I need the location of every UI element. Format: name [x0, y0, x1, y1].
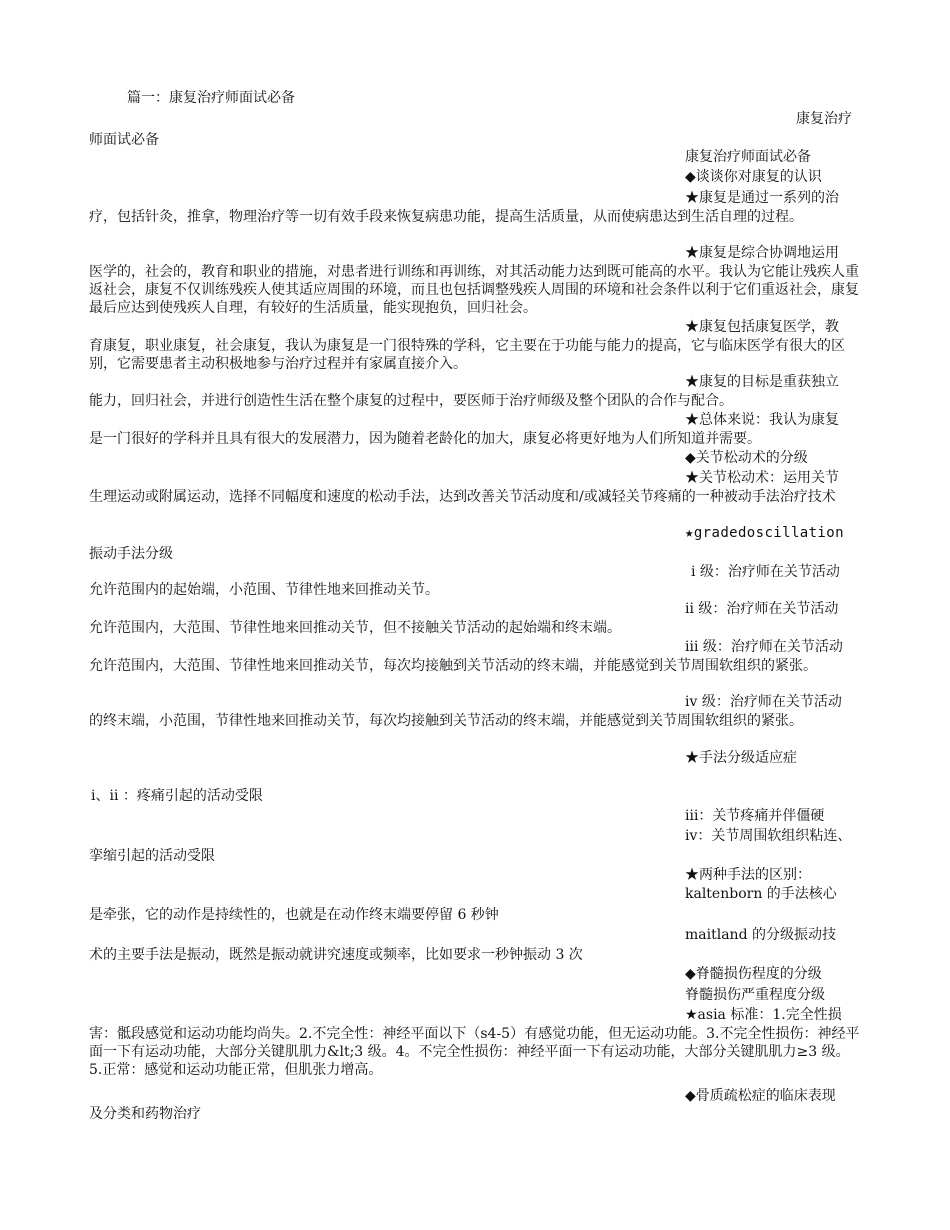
text-line: 及分类和药物治疗 — [89, 1106, 201, 1122]
section-heading: 康复治疗师面试必备 — [685, 149, 811, 165]
text-line: 振动手法分级 — [89, 546, 173, 562]
text-line: ★两种手法的区别： — [685, 867, 811, 883]
paragraph: 能力，回归社会，并进行创造性生活在整个康复的过程中，要医师于治疗师级及整个团队的合作与配合。 — [89, 393, 733, 409]
question-heading: ◆脊髓损伤程度的分级 — [685, 966, 822, 982]
text-line: 师面试必备 — [89, 132, 159, 148]
paragraph: 是一门很好的学科并且具有很大的发展潜力，因为随着老龄化的加大，康复必将更好地为人们所知道并需要。 — [89, 431, 761, 447]
question-heading: ◆骨质疏松症的临床表现 — [685, 1088, 836, 1104]
text-line: 脊髓损伤严重程度分级 — [685, 987, 825, 1003]
text-line: 术的主要手法是振动，既然是振动就讲究速度或频率，比如要求一秒钟振动 3 次 — [89, 947, 583, 963]
text-line: ⅰ 级：治疗师在关节活动 — [691, 564, 840, 580]
text-line: ★gradedoscillation — [685, 525, 844, 541]
text-line: 挛缩引起的活动受限 — [89, 848, 215, 864]
paragraph: 生理运动或附属运动，选择不同幅度和速度的松动手法，达到改善关节活动度和/或减轻关节疼痛的一种被动手法治疗技术 — [89, 489, 836, 505]
document-title: 篇一：康复治疗师面试必备 — [127, 90, 295, 106]
text-line: 允许范围内，大范围、节律性地来回推动关节，但不接触关节活动的起始端和终末端。 — [89, 620, 621, 636]
question-heading: ◆关节松动术的分级 — [685, 450, 808, 466]
paragraph: 疗，包括针灸，推拿，物理治疗等一切有效手段来恢复病患功能，提高生活质量，从而使病患达到生活自理的过程。 — [89, 209, 803, 225]
text-line: ★总体来说：我认为康复 — [685, 412, 839, 428]
text-line: ★康复是通过一系列的治 — [685, 190, 839, 206]
text-line: ★康复是综合协调地运用 — [685, 245, 839, 261]
text-line: 是牵张，它的动作是持续性的，也就是在动作终末端要停留 6 秒钟 — [89, 907, 499, 923]
question-heading: ◆谈谈你对康复的认识 — [685, 169, 822, 185]
text-line: ⅳ 级：治疗师在关节活动 — [685, 694, 842, 710]
text-line: ★关节松动术：运用关节 — [685, 470, 839, 486]
text-line: 允许范围内的起始端，小范围、节律性地来回推动关节。 — [89, 582, 439, 598]
paragraph: 的终末端，小范围，节律性地来回推动关节，每次均接触到关节活动的终末端，并能感觉到关节周围软组织的紧张。 — [89, 713, 803, 729]
text-line: ⅰ、ⅱ ：疼痛引起的活动受限 — [91, 788, 263, 804]
paragraph: 医学的，社会的，教育和职业的措施，对患者进行训练和再训练，对其活动能力达到既可能高的水平。我认为它能让残疾人重返社会，康复不仅训练残疾人使其适应周围的环境，而且也包括调整残疾人周围的环境和社会条件以利于它们重返社会，康复最后应达到使残疾人自理，有较好的生活质量，能实现抱负，回归社会。 — [89, 264, 859, 316]
text-line: ⅲ 级：治疗师在关节活动 — [685, 639, 843, 655]
text-line: ★asia 标准：1.完全性损 — [685, 1007, 842, 1023]
text-line: kaltenborn 的手法核心 — [685, 886, 837, 902]
text-line: ★康复的目标是重获独立 — [685, 374, 839, 390]
paragraph: 允许范围内，大范围、节律性地来回推动关节，每次均接触到关节活动的终末端，并能感觉到关节周围软组织的紧张。 — [89, 658, 817, 674]
text-line: ⅱ 级：治疗师在关节活动 — [685, 601, 839, 617]
text-line: ⅲ：关节疼痛并伴僵硬 — [685, 808, 825, 824]
text-line: ★康复包括康复医学，教 — [685, 319, 839, 335]
paragraph: 害：骶段感觉和运动功能均尚失。2.不完全性：神经平面以下（s4-5）有感觉功能，但无运动功能。3.不完全性损伤：神经平面一下有运动功能，大部分关键肌肌力&lt;3 级。4。不完全性损伤：神经平面一下有运动功能，大部分关键肌肌力≥3 级。5.正常：感觉和运动功能正常，但肌张力增高。 — [89, 1026, 860, 1078]
text-line: 康复治疗 — [796, 111, 852, 127]
paragraph: 育康复，职业康复，社会康复，我认为康复是一门很特殊的学科，它主要在于功能与能力的提高，它与临床医学有很大的区别，它需要患者主动积极地参与治疗过程并有家属直接介入。 — [89, 338, 845, 372]
text-line: ★手法分级适应症 — [685, 750, 797, 766]
text-line: maitland 的分级振动技 — [685, 927, 836, 943]
text-line: ⅳ：关节周围软组织粘连、 — [685, 828, 852, 844]
